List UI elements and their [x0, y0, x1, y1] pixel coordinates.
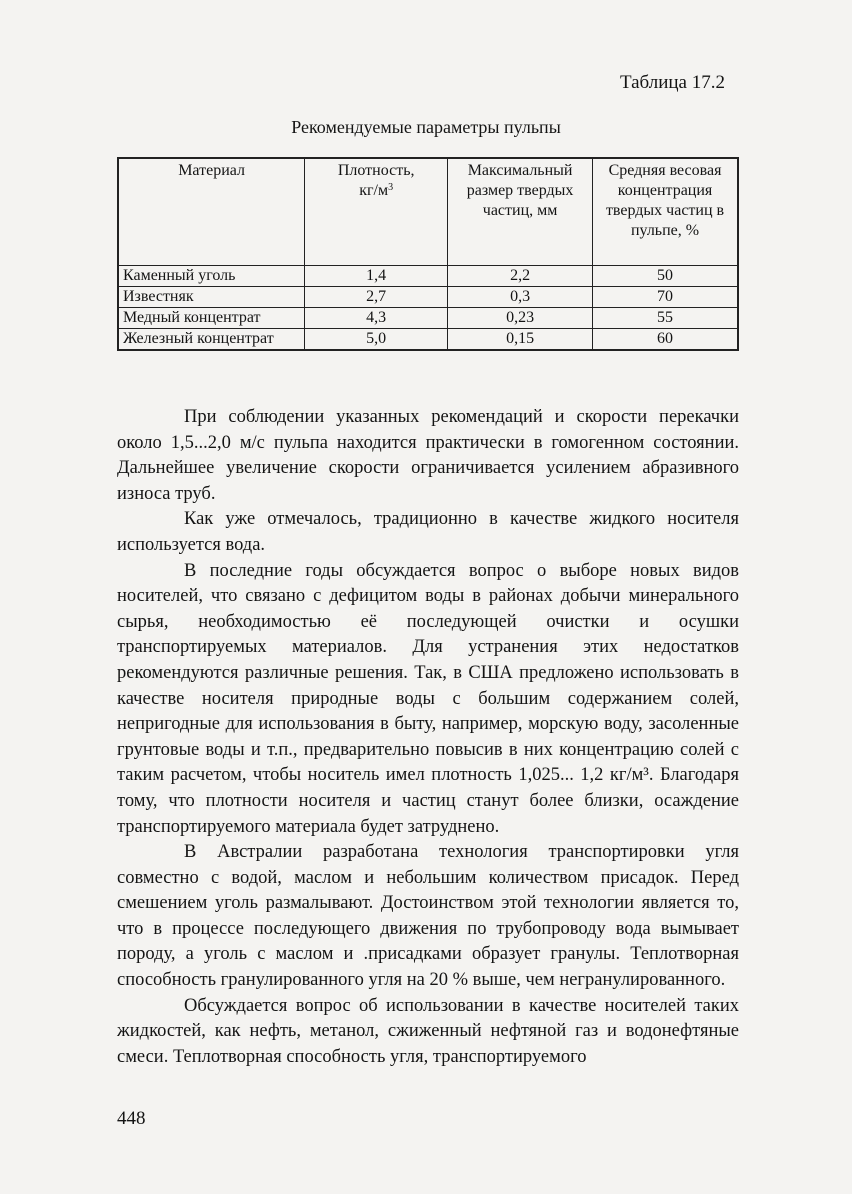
cell-density: 2,7 [305, 287, 448, 308]
cell-density: 5,0 [305, 329, 448, 351]
cell-material: Каменный уголь [118, 266, 305, 287]
cell-material: Медный концентрат [118, 308, 305, 329]
paragraph: При соблюдении указанных рекомендаций и скорости перекачки около 1,5...2,0 м/с пульпа находится практически в гомогенном состоянии. Дальнейшее увеличение скорости ограничивается усилением абразивного износа труб. [117, 407, 739, 504]
paragraph: В последние годы обсуждается вопрос о выборе новых видов носителей, что связано с дефицитом воды в районах добычи минерального сырья, необходимостью её последующей очистки и осушки транспортируемых материалов. Для устранения этих недостатков рекомендуются различные решения. Так, в США предложено использовать в качестве носителя природные воды с большим содержанием солей, непригодные для использования в быту, например, морскую воду, засоленные грунтовые воды и т.п., предварительно повысив в них концентрацию солей с таким расчетом, чтобы носитель имел плотность 1,025... 1,2 кг/м³. Благодаря тому, что плотности носителя и частиц станут более близки, осаждение транспортируемого материала будет затруднено. [117, 560, 739, 837]
table-row [118, 266, 738, 287]
cell-max-size: 0,15 [448, 329, 593, 351]
header-density [305, 158, 448, 266]
cell-material: Железный концентрат [118, 329, 305, 351]
paragraph: Обсуждается вопрос об использовании в качестве носителей таких жидкостей, как нефть, метанол, сжиженный нефтяной газ и водонефтяные смеси. Теплотворная способность угля, транспортируемого [117, 995, 739, 1067]
cell-concentration: 50 [593, 266, 738, 287]
cell-max-size: 0,3 [448, 287, 593, 308]
paragraph: Как уже отмечалось, традиционно в качестве жидкого носителя используется вода. [117, 509, 739, 555]
cell-concentration: 60 [593, 329, 738, 351]
table-number: Таблица 17.2 [619, 72, 725, 93]
table-row [118, 308, 738, 329]
table-row [118, 287, 738, 308]
header-max-size: Максимальный размер твердых частиц, мм [448, 158, 593, 266]
header-density-unit-sup: 3 [388, 182, 394, 193]
header-material: Материал [118, 158, 305, 266]
cell-max-size: 2,2 [448, 266, 593, 287]
cell-concentration: 70 [593, 287, 738, 308]
cell-concentration: 55 [593, 308, 738, 329]
parameters-table [117, 157, 739, 351]
cell-density: 4,3 [305, 308, 448, 329]
header-density-label: Плотность, [337, 162, 415, 179]
page-number: 448 [117, 1108, 146, 1129]
body-text [117, 405, 739, 1070]
paragraph: В Австралии разработана технология транспортировки угля совместно с водой, маслом и небольшим количеством присадок. Перед смешением уголь размалывают. Достоинством этой технологии является то, что в процессе последующего движения по трубопроводу вода вымывает породу, а уголь с маслом и .присадками образует гранулы. Теплотворная способность гранулированного угля на 20 % выше, чем негранулированного. [117, 842, 739, 991]
cell-max-size: 0,23 [448, 308, 593, 329]
header-density-unit: кг/м [359, 182, 389, 199]
table-header-row [118, 158, 738, 266]
cell-density: 1,4 [305, 266, 448, 287]
cell-material: Известняк [118, 287, 305, 308]
table-row [118, 329, 738, 351]
header-concentration: Средняя весовая концентрация твердых частиц в пульпе, % [593, 158, 738, 266]
table-title: Рекомендуемые параметры пульпы [291, 117, 561, 137]
